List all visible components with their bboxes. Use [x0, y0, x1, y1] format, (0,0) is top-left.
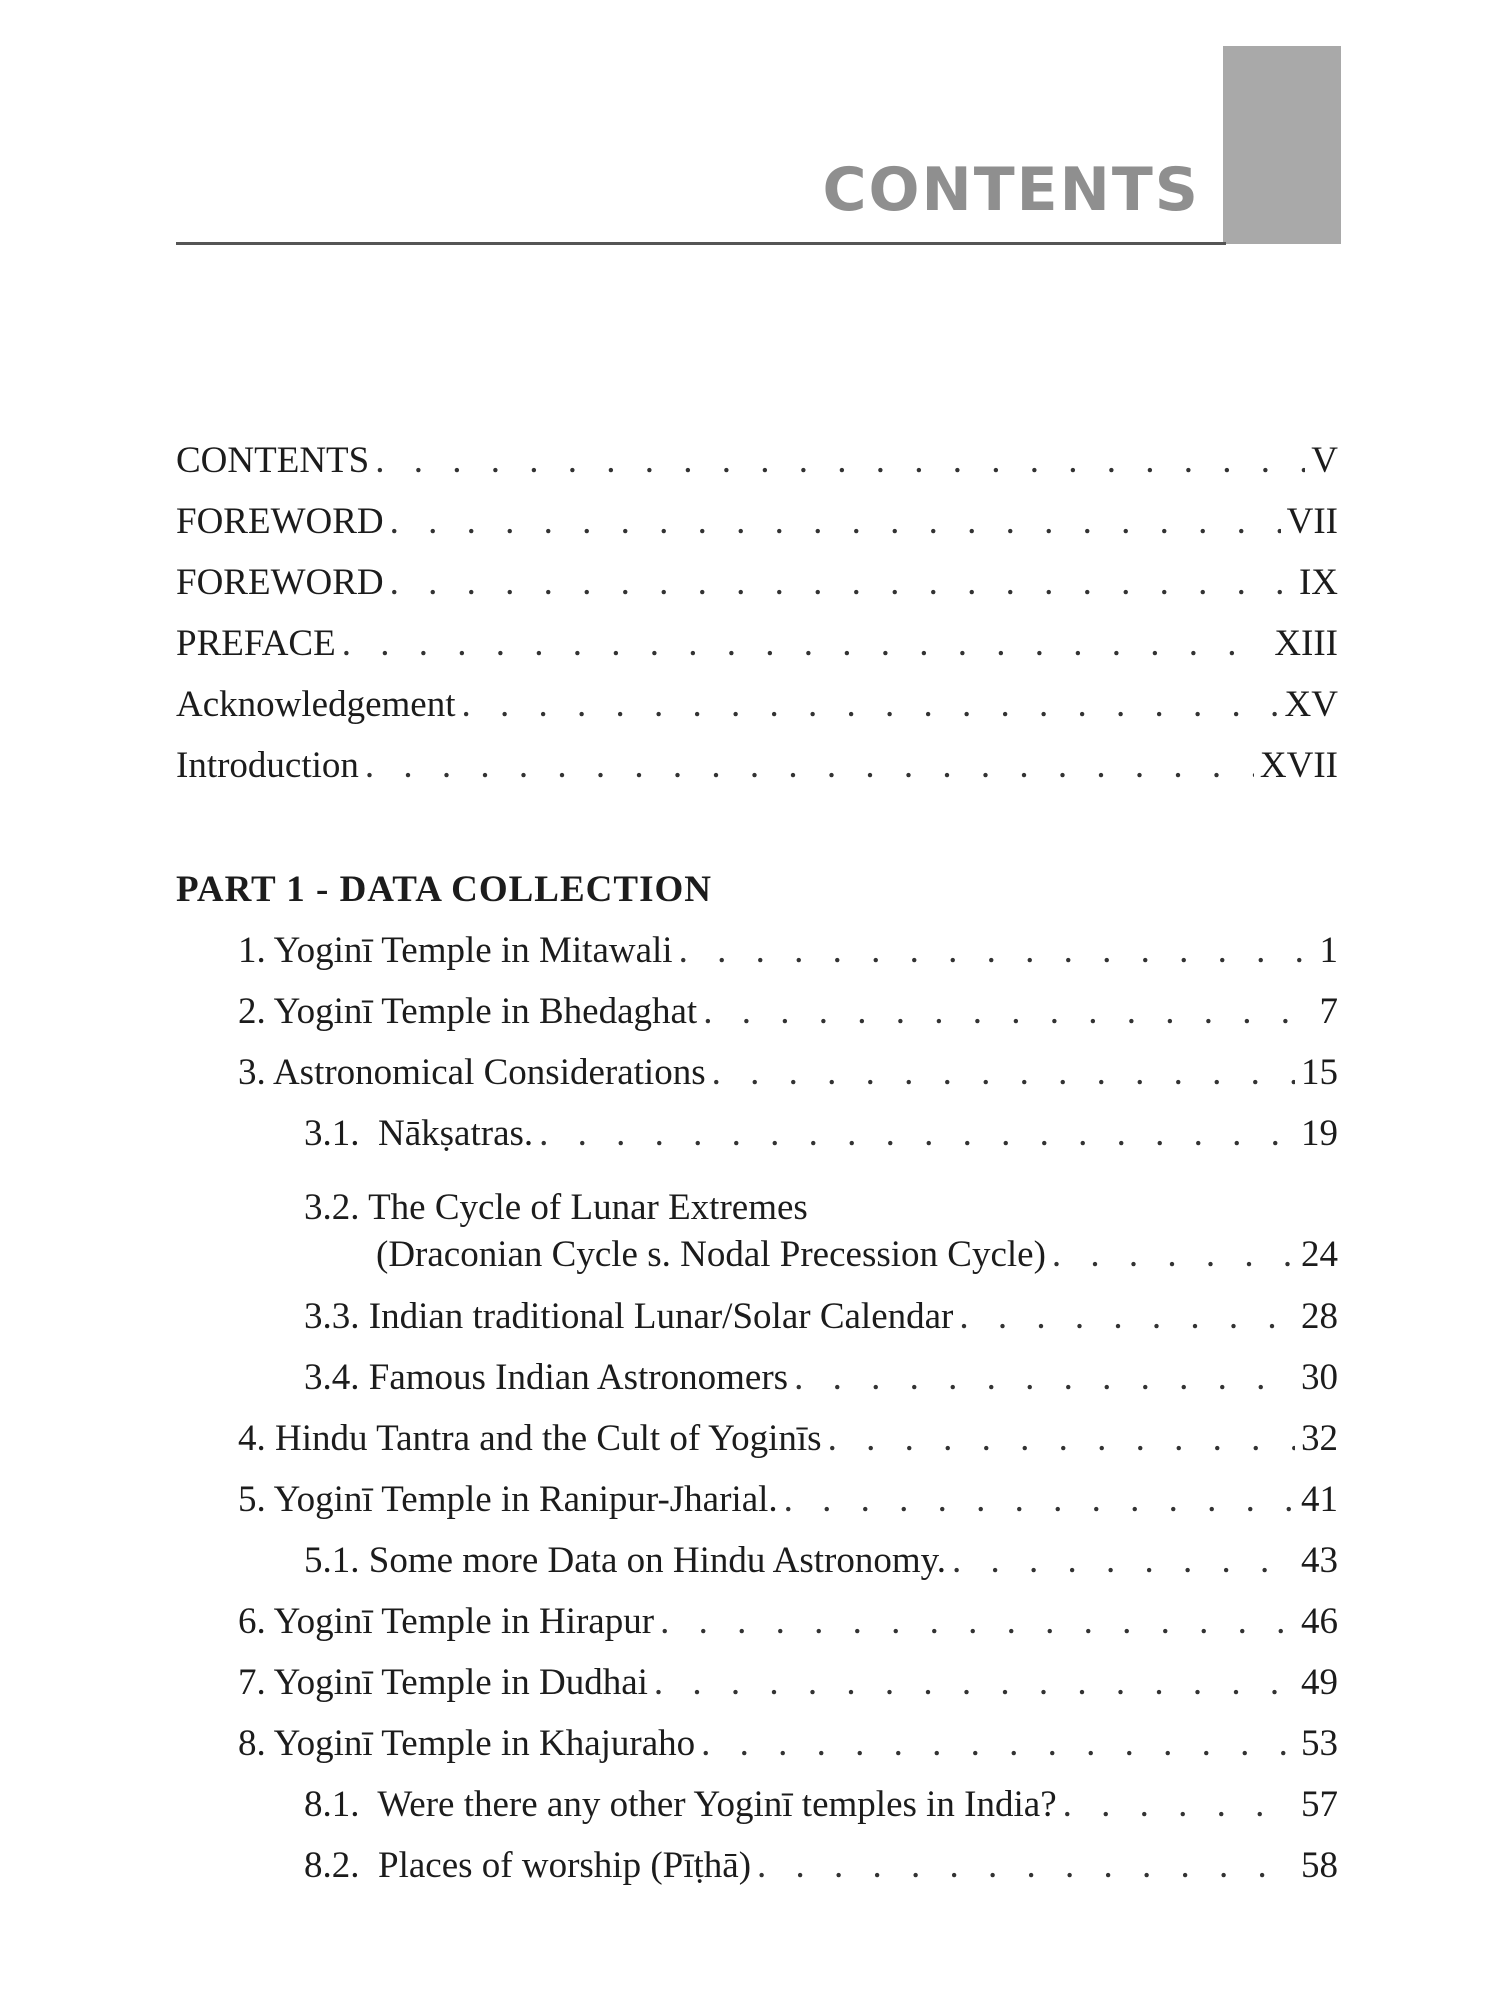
toc-entry[interactable]: [238, 1721, 1338, 1766]
toc-entry[interactable]: [376, 1232, 1338, 1277]
toc-entry-page: V: [1311, 440, 1338, 481]
toc-entry-page: 24: [1301, 1234, 1338, 1275]
dot-leader: [959, 1294, 1295, 1339]
page-title: CONTENTS: [822, 155, 1200, 225]
toc-entry-label: 3.3. Indian traditional Lunar/Solar Calendar: [304, 1296, 954, 1337]
toc-entry-label: 6. Yoginī Temple in Hirapur: [238, 1601, 655, 1642]
dot-leader: [712, 1050, 1295, 1095]
toc-entry[interactable]: [176, 560, 1338, 605]
toc-entry[interactable]: [238, 1050, 1338, 1095]
dot-leader: [1052, 1232, 1295, 1277]
toc-entry-page: 19: [1301, 1113, 1338, 1154]
toc-entry-label: 3.4. Famous Indian Astronomers: [304, 1357, 789, 1398]
dot-leader: [539, 1111, 1295, 1156]
toc-entry-label: 3. Astronomical Considerations: [238, 1052, 706, 1093]
toc-entry[interactable]: [304, 1355, 1338, 1400]
toc-entry-label: 8.2. Places of worship (Pīṭhā): [304, 1845, 752, 1886]
toc-entry[interactable]: [238, 1660, 1338, 1705]
dot-leader: [342, 621, 1269, 666]
toc-entry-page: 57: [1301, 1784, 1338, 1825]
toc-entry[interactable]: [176, 682, 1338, 727]
toc-entry-label: 5. Yoginī Temple in Ranipur-Jharial.: [238, 1479, 778, 1520]
toc-entry-label: FOREWORD: [176, 501, 384, 542]
toc-entry-page: 28: [1301, 1296, 1338, 1337]
toc-entry-page: XV: [1284, 684, 1338, 725]
dot-leader: [1063, 1782, 1295, 1827]
part-heading: PART 1 - DATA COLLECTION: [176, 869, 712, 910]
toc-entry-page: IX: [1298, 562, 1338, 603]
dot-leader: [701, 1721, 1295, 1766]
toc-entry[interactable]: [238, 989, 1338, 1034]
toc-entry-page: XVII: [1259, 745, 1338, 786]
dot-leader: [703, 989, 1313, 1034]
toc-entry-page: 30: [1301, 1357, 1338, 1398]
toc-entry-label: 3.2. The Cycle of Lunar Extremes: [304, 1187, 808, 1228]
dot-leader: [679, 928, 1314, 973]
toc-entry-label: 4. Hindu Tantra and the Cult of Yoginīs: [238, 1418, 822, 1459]
toc-entry-label: 1. Yoginī Temple in Mitawali: [238, 930, 673, 971]
toc-entry[interactable]: [176, 438, 1338, 483]
corner-tab-marker: [1223, 46, 1341, 244]
toc-entry-label: 8. Yoginī Temple in Khajuraho: [238, 1723, 696, 1764]
dot-leader: [461, 682, 1278, 727]
toc-entry[interactable]: [238, 1599, 1338, 1644]
toc-entry[interactable]: [176, 743, 1338, 788]
toc-entry-page: 49: [1301, 1662, 1338, 1703]
toc-entry-label: 2. Yoginī Temple in Bhedaghat: [238, 991, 698, 1032]
toc-entry-page: 58: [1301, 1845, 1338, 1886]
dot-leader: [390, 499, 1281, 544]
toc-entry-page: 43: [1301, 1540, 1338, 1581]
toc-entry[interactable]: [304, 1111, 1338, 1156]
toc-entry[interactable]: [304, 1538, 1338, 1583]
toc-entry-page: 53: [1301, 1723, 1338, 1764]
dot-leader: [375, 438, 1305, 483]
toc-entry-page: 46: [1301, 1601, 1338, 1642]
toc-entry[interactable]: [304, 1843, 1338, 1888]
dot-leader: [654, 1660, 1295, 1705]
dot-leader: [660, 1599, 1295, 1644]
toc-entry[interactable]: [238, 1416, 1338, 1461]
dot-leader: [952, 1538, 1295, 1583]
toc-entry-label: 3.1. Nākṣatras.: [304, 1113, 534, 1154]
toc-entry[interactable]: [304, 1782, 1338, 1827]
dot-leader: [794, 1355, 1295, 1400]
toc-entry-label: PREFACE: [176, 623, 336, 664]
dot-leader: [828, 1416, 1295, 1461]
toc-entry-page: VII: [1286, 501, 1338, 542]
toc-entry-label: 5.1. Some more Data on Hindu Astronomy.: [304, 1540, 946, 1581]
toc-entry-label: Introduction: [176, 745, 359, 786]
toc-entry-page: 1: [1319, 930, 1338, 971]
toc-entry[interactable]: [176, 499, 1338, 544]
toc-entry[interactable]: [238, 928, 1338, 973]
dot-leader: [390, 560, 1293, 605]
toc-entry-page: 15: [1301, 1052, 1338, 1093]
toc-entry-label: 8.1. Were there any other Yoginī temples in India?: [304, 1784, 1057, 1825]
toc-entry[interactable]: [304, 1294, 1338, 1339]
toc-entry[interactable]: [176, 621, 1338, 666]
toc-entry-label: CONTENTS: [176, 440, 370, 481]
toc-entry-page: 41: [1301, 1479, 1338, 1520]
dot-leader: [784, 1477, 1295, 1522]
toc-entry-label: FOREWORD: [176, 562, 384, 603]
heading-divider: [176, 242, 1226, 245]
toc-entry[interactable]: [238, 1477, 1338, 1522]
toc-entry-page: XIII: [1274, 623, 1338, 664]
dot-leader: [365, 743, 1254, 788]
toc-entry-page: 7: [1319, 991, 1338, 1032]
toc-entry-continuation: (Draconian Cycle s. Nodal Precession Cycle): [376, 1234, 1046, 1275]
dot-leader: [757, 1843, 1295, 1888]
toc-entry-label: Acknowledgement: [176, 684, 456, 725]
toc-entry-page: 32: [1301, 1418, 1338, 1459]
toc-entry-label: 7. Yoginī Temple in Dudhai: [238, 1662, 648, 1703]
